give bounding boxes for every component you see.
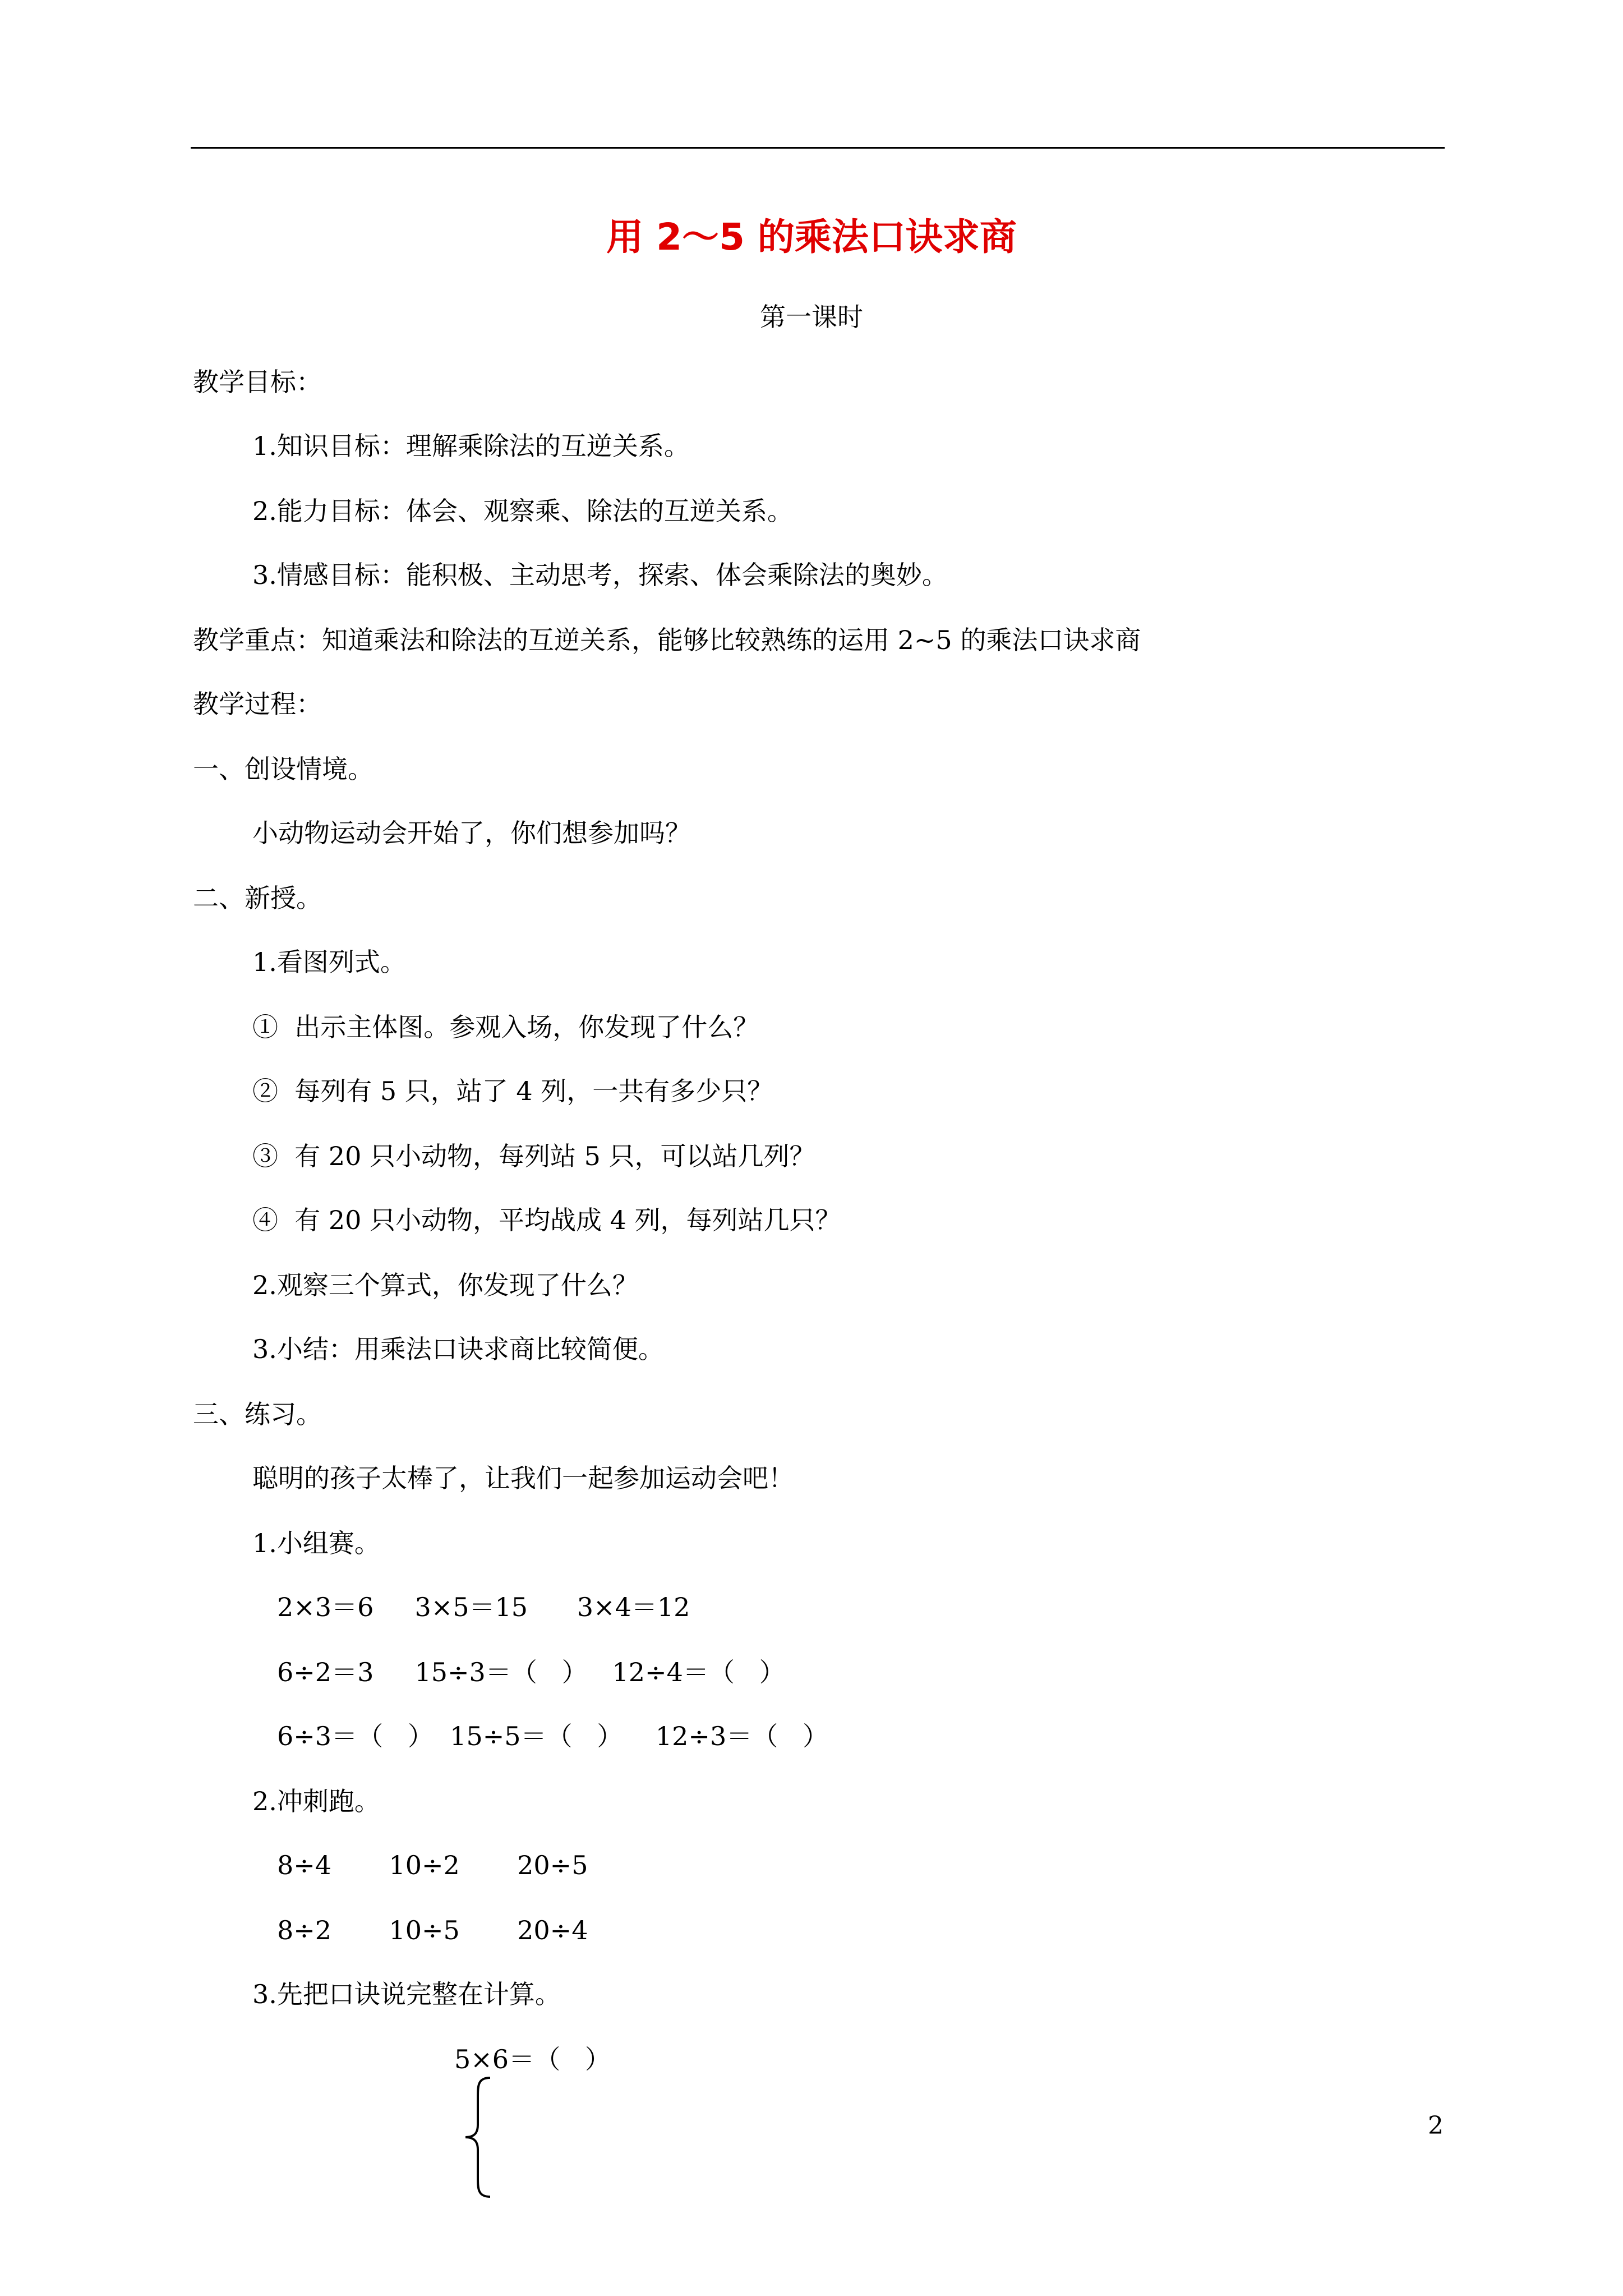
page-number: 2 <box>1428 2111 1444 2140</box>
section-2-item-3: 3.小结：用乘法口诀求商比较简便。 <box>252 1334 664 1364</box>
document-title: 用 2～5 的乘法口诀求商 <box>606 215 1017 259</box>
section-2-question-3: ③ 有 20 只小动物，每列站 5 只，可以站几列？ <box>252 1141 815 1171</box>
document-subtitle: 第一课时 <box>760 302 863 332</box>
section-2-question-1: ① 出示主体图。参观入场，你发现了什么？ <box>252 1012 759 1042</box>
section-2-item-2: 2.观察三个算式，你发现了什么？ <box>252 1270 638 1300</box>
section-3-item-3: 3.先把口诀说完整在计算。 <box>252 1979 561 2009</box>
section-3-heading: 三、练习。 <box>193 1399 322 1429</box>
section-3-item-2: 2.冲刺跑。 <box>252 1786 380 1816</box>
section-1-text: 小动物运动会开始了，你们想参加吗？ <box>252 818 691 848</box>
process-heading: 教学过程： <box>193 689 322 719</box>
section-3-item-1: 1.小组赛。 <box>252 1528 380 1558</box>
section-1-heading: 一、创设情境。 <box>193 754 374 784</box>
goal-item-3: 3.情感目标：能积极、主动思考，探索、体会乘除法的奥妙。 <box>252 560 948 590</box>
exercise-3-row-1: 5×6＝（ ） <box>454 2044 611 2074</box>
section-2-item-1: 1.看图列式。 <box>252 947 406 977</box>
curly-brace <box>461 2076 495 2199</box>
exercise-2-row-1: 8÷4 10÷2 20÷5 <box>277 1850 588 1880</box>
section-2-heading: 二、新授。 <box>193 883 322 913</box>
header-rule <box>191 147 1445 149</box>
goal-item-1: 1.知识目标：理解乘除法的互逆关系。 <box>252 431 690 461</box>
goals-heading: 教学目标： <box>193 367 322 397</box>
exercise-1-row-2: 6÷2＝3 15÷3＝（ ） 12÷4＝（ ） <box>277 1657 785 1687</box>
exercise-1-row-1: 2×3＝6 3×5＝15 3×4＝12 <box>277 1592 690 1622</box>
section-2-question-2: ② 每列有 5 只，站了 4 列，一共有多少只？ <box>252 1076 773 1106</box>
section-3-text: 聪明的孩子太棒了，让我们一起参加运动会吧！ <box>252 1463 794 1493</box>
section-2-question-4: ④ 有 20 只小动物，平均战成 4 列，每列站几只？ <box>252 1205 841 1235</box>
goal-item-2: 2.能力目标：体会、观察乘、除法的互逆关系。 <box>252 496 793 526</box>
key-points: 教学重点：知道乘法和除法的互逆关系，能够比较熟练的运用 2~5 的乘法口诀求商 <box>193 625 1141 655</box>
exercise-1-row-3: 6÷3＝（ ） 15÷5＝（ ） 12÷3＝（ ） <box>277 1721 829 1751</box>
exercise-2-row-2: 8÷2 10÷5 20÷4 <box>277 1915 588 1945</box>
